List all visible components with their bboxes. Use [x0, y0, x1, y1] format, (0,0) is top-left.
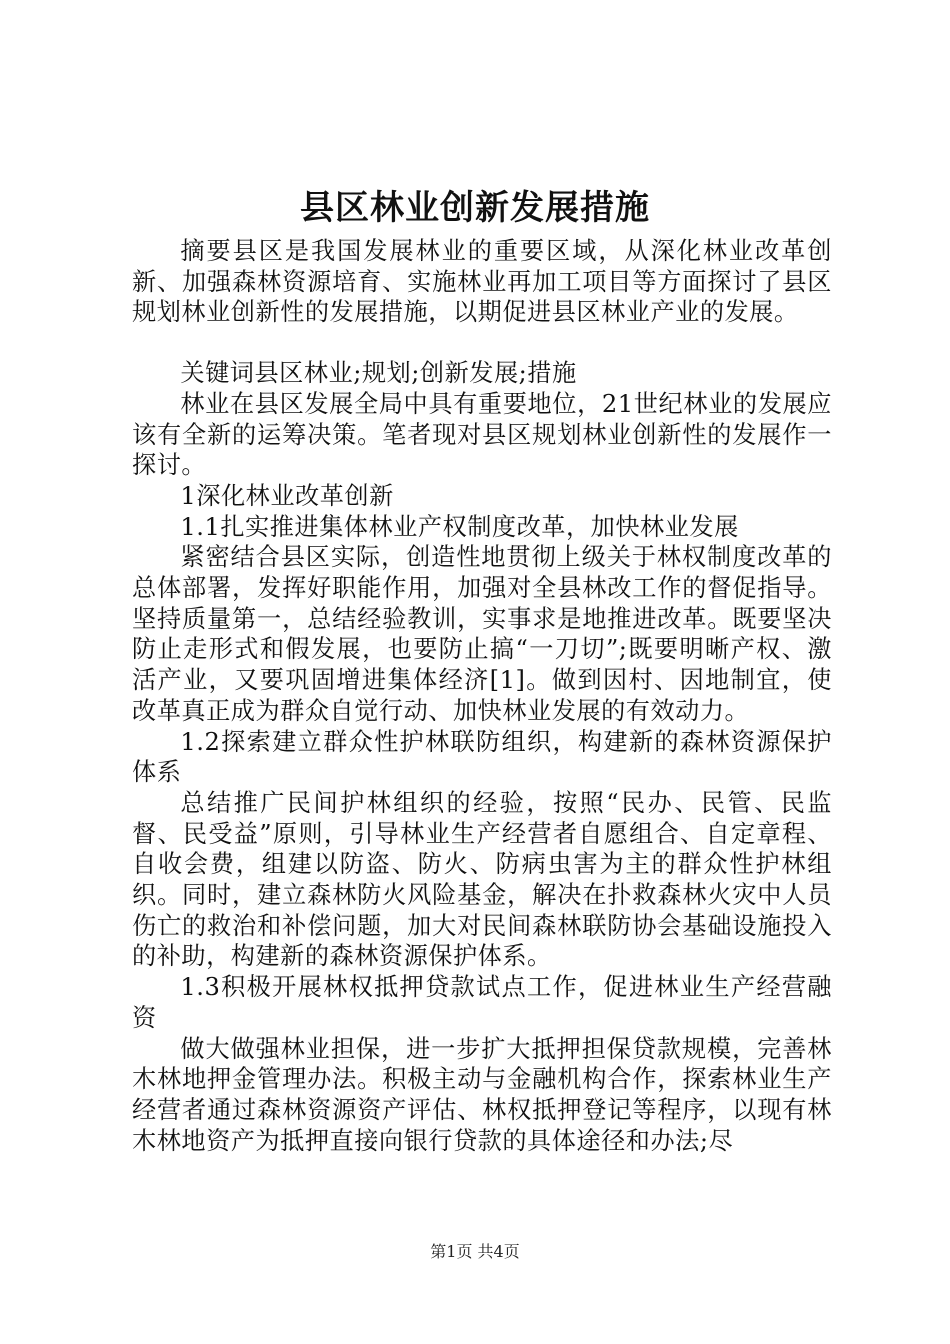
section-heading-1: 1深化林业改革创新 — [180, 481, 394, 510]
document-title: 县区林业创新发展措施 — [300, 188, 650, 228]
paragraph-spacer — [132, 328, 832, 358]
keywords-paragraph: 关键词县区林业;规划;创新发展;措施 — [180, 359, 577, 388]
document-body — [132, 236, 832, 1156]
body-paragraph-1-1: 紧密结合县区实际，创造性地贯彻上级关于林权制度改革的总体部署，发挥好职能作用，加强对全县林改工作的督促指导。坚持质量第一，总结经验教训，实事求是地推进改革。既要坚决防止走形式和假发展，也要防止搞“一刀切”;既要明晰产权、激活产业，又要巩固增进集体经济[1]。做到因村、因地制宜，使改革真正成为群众自觉行动、加快林业发展的有效动力。 — [132, 543, 832, 725]
body-paragraph-1-2: 总结推广民间护林组织的经验，按照“民办、民管、民监督、民受益”原则，引导林业生产经营者自愿组合、自定章程、自收会费，组建以防盗、防火、防病虫害为主的群众性护林组织。同时，建立森林防火风险基金，解决在扑救森林火灾中人员伤亡的救治和补偿问题，加大对民间森林联防协会基础设施投入的补助，构建新的森林资源保护体系。 — [132, 788, 832, 971]
subsection-heading-1-1: 1.1扎实推进集体林业产权制度改革，加快林业发展 — [180, 512, 739, 541]
subsection-heading-1-2: 1.2探索建立群众性护林联防组织，构建新的森林资源保护体系 — [132, 727, 832, 787]
body-paragraph-1-3: 做大做强林业担保，进一步扩大抵押担保贷款规模，完善林木林地押金管理办法。积极主动与金融机构合作，探索林业生产经营者通过森林资源资产评估、林权抵押登记等程序，以现有林木林地资产为抵押直接向银行贷款的具体途径和办法;尽 — [132, 1034, 832, 1155]
subsection-heading-1-3: 1.3积极开展林权抵押贷款试点工作，促进林业生产经营融资 — [132, 973, 832, 1032]
page-footer: 第1页 共4页 — [430, 1242, 520, 1261]
abstract-paragraph: 摘要县区是我国发展林业的重要区域，从深化林业改革创新、加强森林资源培育、实施林业再加工项目等方面探讨了县区规划林业创新性的发展措施，以期促进县区林业产业的发展。 — [132, 237, 832, 327]
intro-paragraph: 林业在县区发展全局中具有重要地位，21世纪林业的发展应该有全新的运筹决策。笔者现对县区规划林业创新性的发展作一探讨。 — [132, 389, 832, 480]
